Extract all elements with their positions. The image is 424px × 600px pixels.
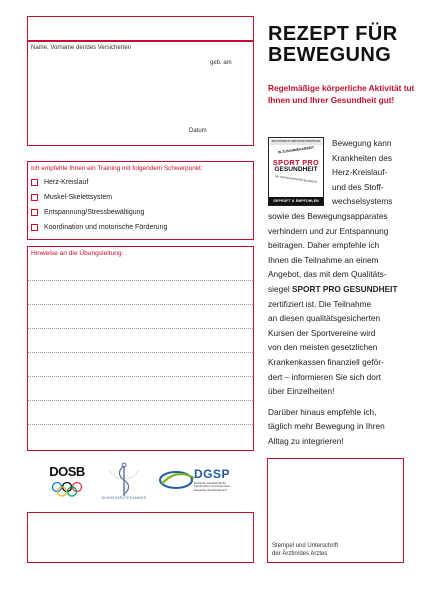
notes-line (28, 352, 253, 353)
stamp-label-line-2: der Ärztin/des Arztes (272, 551, 328, 557)
seal-arc-bottom: MIT DER BUNDESÄRZTEKAMMER (274, 175, 318, 184)
body-line: Herz-Kreislauf- (332, 167, 388, 178)
seal-line-2: GESUNDHEIT (274, 166, 318, 173)
notes-heading: Hinweise an die Übungsleitung: (31, 250, 124, 257)
siegel-name: SPORT PRO GESUNDHEIT (291, 283, 398, 294)
title-line-2: BEWEGUNG (268, 44, 392, 66)
title-line-1: REZEPT FÜR (268, 23, 398, 45)
bottom-blank-box (27, 512, 254, 563)
checkbox-entspannung[interactable] (31, 209, 38, 216)
training-heading: Ich empfehle Ihnen ein Training mit folgendem Schwerpunkt: (31, 165, 203, 172)
dosb-logo (45, 464, 89, 498)
siegel-prefix: siegel (268, 283, 292, 294)
body-line: zertifiziert ist. Die Teilnahme (268, 298, 372, 309)
olympic-rings-icon (45, 480, 89, 498)
training-focus-box (27, 161, 254, 240)
name-label: Name, Vorname der/des Versicherten (31, 45, 132, 51)
body-line: an diesen qualitätsgesicherten (268, 313, 381, 324)
body-line: und des Stoff- (332, 181, 384, 192)
body-line: Angebot, das mit dem Qualitäts- (268, 269, 387, 280)
checkbox-herz-kreislauf[interactable] (31, 179, 38, 186)
option-muskel-skelett: Muskel-Skelettsystem (44, 194, 113, 201)
notes-line (28, 328, 253, 329)
seal-arc-text: IN ZUSAMMENARBEIT (277, 145, 315, 155)
body-paragraph-main (268, 209, 422, 449)
body-line: verhindern und zur Entspannung (268, 225, 389, 236)
body-paragraph-intro (332, 136, 422, 209)
baek-wordmark: BUNDESÄRZTEKAMMER (101, 496, 147, 500)
seal-bottom-banner: GEPRÜFT & EMPFOHLEN (269, 197, 323, 205)
birth-date-label: geb. am (210, 60, 232, 66)
dgsp-subtext: Deutsche Gesellschaft für Sportmedizin und Prävention – Deutscher Sportärztebund (194, 481, 233, 492)
seal-top-text: DEUTSCHER OLYMPISCHER SPORTBUND (271, 140, 321, 143)
body-line: beitragen. Daher empfehle ich (268, 240, 380, 251)
notes-line (28, 424, 253, 425)
option-entspannung: Entspannung/Stressbewältigung (44, 209, 145, 216)
baek-logo (99, 460, 149, 502)
body-line: sowie des Bewegungsapparates (268, 211, 388, 221)
subtitle: Regelmäßige körperliche Aktivität tut Ihnen und Ihrer Gesundheit gut! (268, 83, 415, 105)
body-line: täglich mehr Bewegung in Ihren (268, 421, 385, 432)
stamp-label-line-1: Stempel und Unterschrift (272, 543, 339, 549)
body-line: Krankheiten des (332, 152, 392, 163)
option-herz-kreislauf: Herz-Kreislauf (44, 179, 89, 186)
patient-info-box[interactable] (27, 41, 254, 146)
body-line: Alltag zu integrieren! (268, 435, 344, 446)
body-line: wechselsystems (332, 196, 393, 207)
body-line: Kursen der Sportvereine wird (268, 327, 376, 338)
page-title (268, 24, 398, 66)
body-line: dert – informieren Sie sich dort (268, 371, 381, 382)
body-line-siegel (268, 282, 422, 297)
checkbox-muskel-skelett[interactable] (31, 194, 38, 201)
stamp-signature-box[interactable] (267, 458, 404, 563)
notes-line (28, 400, 253, 401)
sport-pro-gesundheit-seal (268, 137, 324, 206)
body-line: über Einzelheiten! (268, 386, 335, 397)
body-line: Darüber hinaus empfehle ich, (268, 406, 377, 417)
dosb-wordmark: DOSB (49, 464, 85, 479)
checkbox-koordination[interactable] (31, 224, 38, 231)
body-line: Bewegung kann (332, 138, 392, 148)
date-label: Datum (189, 128, 207, 134)
header-blank-box (27, 16, 254, 41)
body-line: Krankenkassen finanziell geför- (268, 356, 384, 367)
dgsp-logo (158, 466, 242, 500)
dgsp-swoosh-icon (158, 468, 198, 492)
body-line: von den meisten gesetzlichen (268, 342, 378, 353)
seal-line-1: SPORT PRO (272, 158, 320, 167)
notes-box[interactable] (27, 246, 254, 451)
option-koordination: Koordination und motorische Förderung (44, 224, 168, 231)
notes-line (28, 304, 253, 305)
dgsp-wordmark: DGSP (194, 467, 231, 481)
body-line: Ihnen die Teilnahme an einem (268, 254, 379, 265)
notes-line (28, 376, 253, 377)
notes-line (28, 280, 253, 281)
